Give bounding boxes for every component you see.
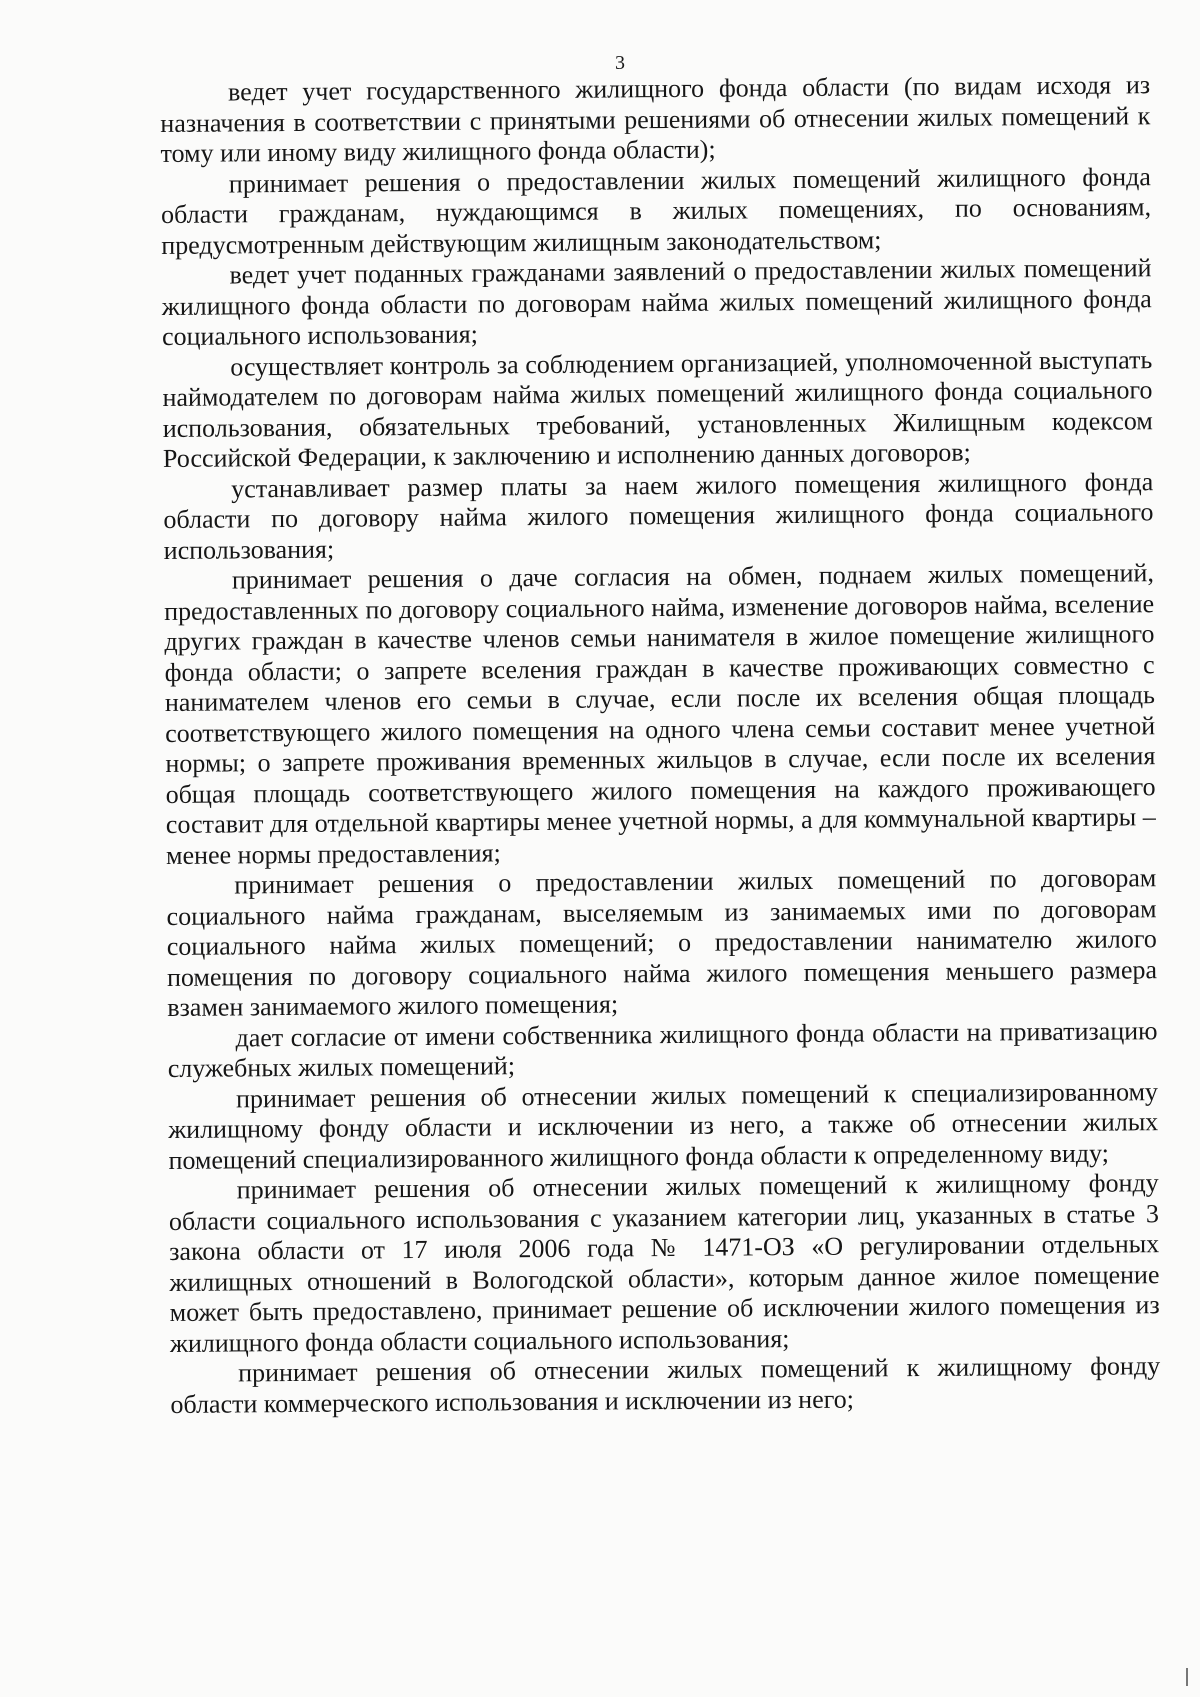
document-body (160, 70, 1161, 1420)
paragraph: осуществляет контроль за соблюдением организацией, уполномоченной выступать наймодателем по договорам найма жилых помещений жилищного фонда социального использования, обязательных требований, установленных Жилищным кодексом Российской Федерации, к заключению и исполнению данных договоров; (162, 344, 1153, 473)
page-number: 3 (615, 52, 625, 74)
paragraph: принимает решения об отнесении жилых помещений к жилищному фонду области коммерческого использования и исключении из него; (170, 1351, 1161, 1419)
paragraph: принимает решения об отнесении жилых помещений к жилищному фонду области социального использования с указанием категории лиц, указанных в статье 3 закона области от 17 июля 2006 года № 1471-ОЗ «О регулировании отдельных жилищных отношений в Вологодской области», которым данное жилое помещение может быть предоставлено, принимает решение об исключении жилого помещения из жилищного фонда области социального использования; (168, 1168, 1160, 1358)
paragraph: ведет учет поданных гражданами заявлений о предоставлении жилых помещений жилищного фонда области по договорам найма жилых помещений жилищного фонда социального использования; (161, 253, 1152, 351)
paragraph: принимает решения о даче согласия на обмен, поднаем жилых помещений, предоставленных по договору социального найма, изменение договоров найма, вселение других граждан в качестве членов семьи нанимателя в жилое помещение жилищного фонда области; о запрете вселения граждан в качестве проживающих совместно с нанимателем членов его семьи в случае, если после их вселения общая площадь соответствующего жилого помещения на одного члена семьи составит менее учетной нормы; о запрете проживания временных жильцов в случае, если после их вселения общая площадь соответствующего жилого помещения на каждого проживающего составит для отдельной квартиры менее учетной нормы, а для коммунальной квартиры – менее нормы предоставления; (164, 558, 1156, 870)
paragraph: принимает решения о предоставлении жилых помещений жилищного фонда области гражданам, нуждающимся в жилых помещениях, по основаниям, предусмотренным действующим жилищным законодательством; (160, 161, 1152, 260)
paragraph: принимает решения об отнесении жилых помещений к специализированному жилищному фонду области и исключении из него, а также об отнесении жилых помещений специализированного жилищного фонда области к определенному виду; (168, 1076, 1159, 1175)
paragraph: ведет учет государственного жилищного фонда области (по видам исходя из назначения в соответствии с принятыми решениями об отнесении жилых помещений к тому или иному виду жилищного фонда области); (160, 70, 1151, 168)
scan-edge-mark (1186, 1668, 1188, 1686)
paragraph: принимает решения о предоставлении жилых помещений по договорам социального найма гражданам, выселяемым из занимаемых ими по договорам социального найма жилых помещений; о предоставлении нанимателю жилого помещения по договору социального найма жилого помещения меньшего размера взамен занимаемого жилого помещения; (166, 863, 1158, 1022)
paragraph: устанавливает размер платы за наем жилого помещения жилищного фонда области по договору найма жилого помещения жилищного фонда социального использования; (163, 466, 1154, 565)
paragraph: дает согласие от имени собственника жилищного фонда области на приватизацию служебных жилых помещений; (167, 1015, 1158, 1083)
